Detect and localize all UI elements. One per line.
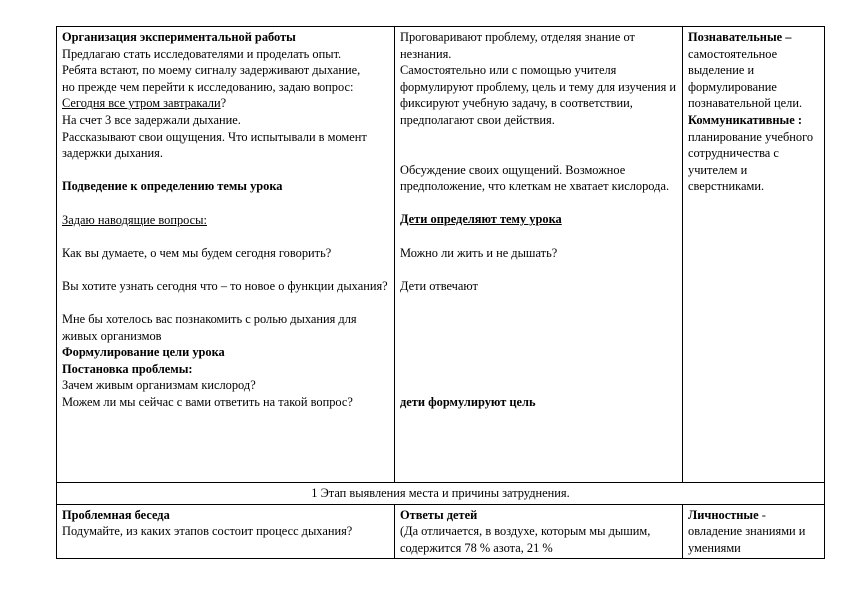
table-row bbox=[57, 483, 825, 505]
paragraph: Задаю наводящие вопросы: bbox=[62, 212, 207, 227]
paragraph: На счет 3 все задержали дыхание. bbox=[62, 112, 241, 127]
paragraph: Предлагаю стать исследователями и проделать опыт. bbox=[62, 46, 342, 61]
paragraph: но прежде чем перейти к исследованию, задаю вопрос: bbox=[62, 79, 354, 94]
uud-cell bbox=[683, 504, 825, 559]
paragraph: Дети отвечают bbox=[400, 278, 478, 293]
table-row bbox=[57, 504, 825, 559]
paragraph: Проговаривают проблему, отделяя знание от незнания. bbox=[400, 30, 635, 61]
section-heading: Личностные bbox=[688, 507, 759, 522]
paragraph: Мне бы хотелось вас познакомить с ролью дыхания для живых организмов bbox=[62, 312, 357, 343]
paragraph: Как вы думаете, о чем мы будем сегодня говорить? bbox=[62, 245, 332, 260]
question bbox=[62, 95, 389, 112]
section-heading: Познавательные – bbox=[688, 30, 792, 44]
section-heading: Постановка проблемы: bbox=[62, 361, 193, 376]
section-heading: Дети определяют тему урока bbox=[400, 212, 562, 227]
teacher-activity-cell bbox=[57, 504, 395, 559]
section-heading-line bbox=[688, 507, 819, 524]
paragraph: планирование учебного сотрудничества с учителем и сверстниками. bbox=[688, 129, 814, 194]
paragraph: овладение знаниями и умениями bbox=[688, 524, 806, 555]
student-activity-cell bbox=[395, 504, 683, 559]
paragraph: Обсуждение своих ощущений. Возможное предположение, что клеткам не хватает кислорода. bbox=[400, 162, 670, 194]
paragraph: Ребята встают, по моему сигналу задерживают дыхание, bbox=[62, 63, 361, 78]
teacher-activity-cell bbox=[57, 27, 395, 483]
paragraph: самостоятельное выделение и формулирование познавательной цели. bbox=[688, 46, 803, 111]
lesson-plan-table bbox=[56, 26, 825, 559]
stage-title-cell: 1 Этап выявления места и причины затруднения. bbox=[57, 483, 825, 505]
paragraph: Самостоятельно или с помощью учителя формулируют проблему, цель и тему для изучения и фиксируют учебную задачу, в соответствии, предполагают свои действия. bbox=[400, 63, 677, 127]
section-heading: Коммуникативные : bbox=[688, 112, 802, 127]
paragraph: Можно ли жить и не дышать? bbox=[400, 245, 558, 260]
paragraph: Подумайте, из каких этапов состоит процесс дыхания? bbox=[62, 524, 353, 539]
paragraph: Зачем живым организмам кислород? bbox=[62, 378, 256, 393]
table-row bbox=[57, 27, 825, 483]
question-text: Сегодня все утром завтракали bbox=[62, 96, 221, 111]
paragraph: Вы хотите узнать сегодня что – то новое о функции дыхания? bbox=[62, 278, 388, 293]
section-heading: Ответы детей bbox=[400, 507, 478, 522]
student-activity-cell bbox=[395, 27, 683, 483]
section-heading: дети формулируют цель bbox=[400, 395, 536, 410]
paragraph: (Да отличается, в воздухе, которым мы дышим, содержится 78 % азота, 21 % bbox=[400, 524, 651, 555]
section-heading: Подведение к определению темы урока bbox=[62, 179, 283, 194]
question-mark: ? bbox=[220, 96, 227, 111]
paragraph: Рассказывают свои ощущения. Что испытывали в момент задержки дыхания. bbox=[62, 129, 367, 161]
heading-suffix: - bbox=[758, 507, 766, 522]
section-heading: Организация экспериментальной работы bbox=[62, 30, 296, 44]
paragraph: Можем ли мы сейчас с вами ответить на такой вопрос? bbox=[62, 395, 353, 410]
section-heading: Проблемная беседа bbox=[62, 507, 170, 522]
section-heading: Формулирование цели урока bbox=[62, 345, 225, 360]
uud-cell bbox=[683, 27, 825, 483]
